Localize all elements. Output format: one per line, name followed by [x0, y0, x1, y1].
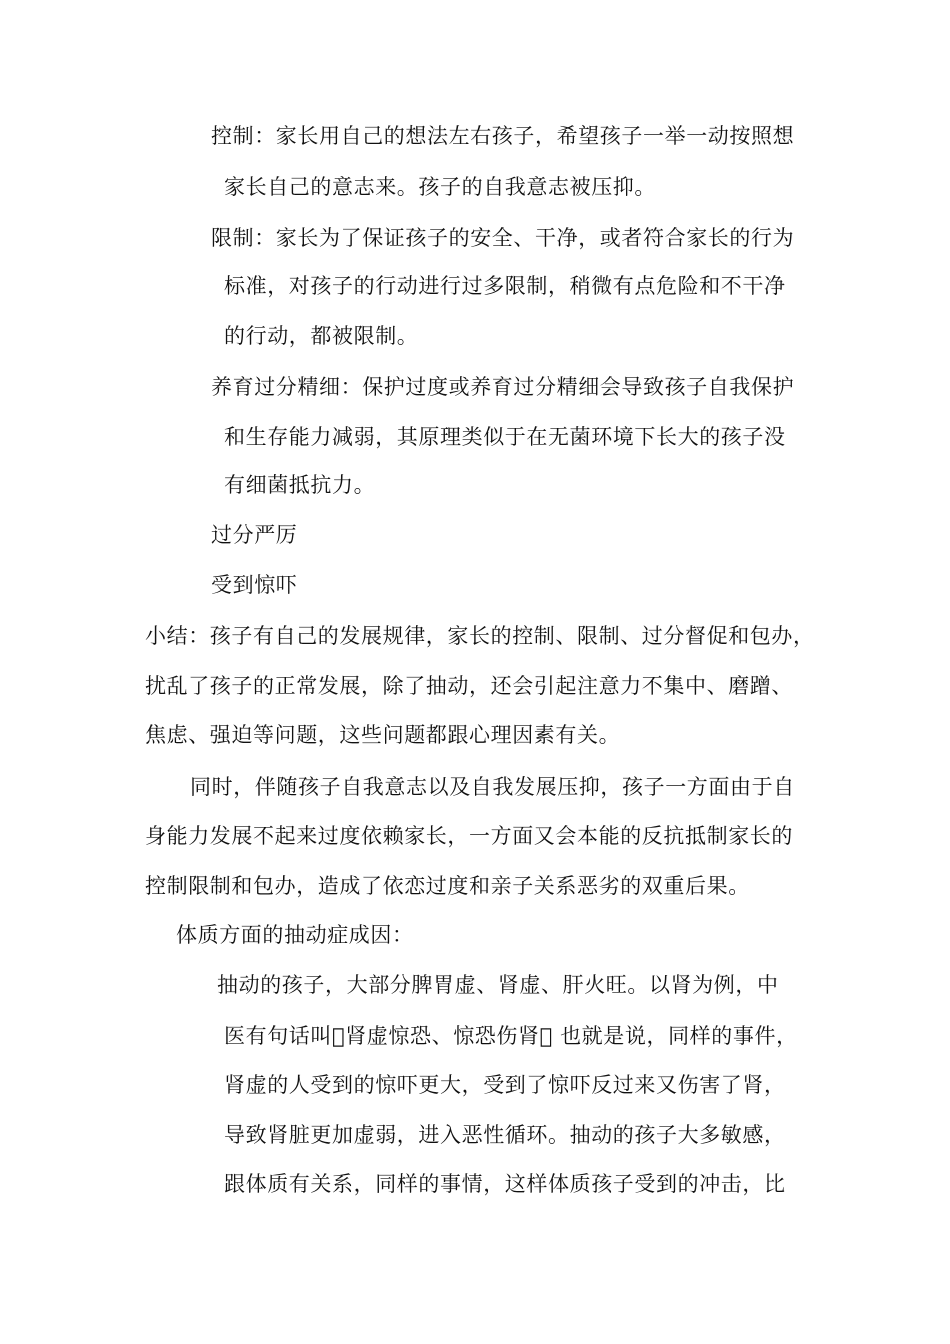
overcare-paragraph-line-1: 养育过分精细：保护过度或养育过分精细会导致孩子自我保护: [211, 375, 795, 399]
restriction-paragraph-line-2: 标准，对孩子的行动进行过多限制，稍微有点危险和不干净: [224, 274, 786, 298]
summary-paragraph-line-3: 焦虑、强迫等问题，这些问题都跟心理因素有关。: [145, 723, 621, 747]
constitution-paragraph-line-4: 导致肾脏更加虚弱，进入恶性循环。抽动的孩子大多敏感，: [224, 1123, 786, 1147]
summary-paragraph-line-2: 扰乱了孩子的正常发展，除了抽动，还会引起注意力不集中、磨蹭、: [145, 674, 793, 698]
item-frightened: 受到惊吓: [211, 573, 298, 597]
control-paragraph-line-2: 家长自己的意志来。孩子的自我意志被压抑。: [224, 175, 656, 199]
control-paragraph-line-1: 控制：家长用自己的想法左右孩子，希望孩子一举一动按照想: [211, 124, 795, 148]
restriction-paragraph-line-3: 的行动，都被限制。: [224, 324, 419, 348]
meanwhile-paragraph-line-2: 身能力发展不起来过度依赖家长，一方面又会本能的反抗抵制家长的: [145, 824, 793, 848]
constitution-paragraph-line-3: 肾虚的人受到的惊吓更大，受到了惊吓反过来又伤害了肾，: [224, 1073, 786, 1097]
meanwhile-paragraph-line-3: 控制限制和包办，造成了依恋过度和亲子关系恶劣的双重后果。: [145, 874, 750, 898]
constitution-paragraph-line-5: 跟体质有关系，同样的事情，这样体质孩子受到的冲击，比: [224, 1172, 786, 1196]
meanwhile-paragraph-line-1: 同时，伴随孩子自我意志以及自我发展压抑，孩子一方面由于自: [190, 775, 795, 799]
item-overly-strict: 过分严厉: [211, 523, 298, 547]
constitution-heading: 体质方面的抽动症成因：: [176, 923, 414, 947]
overcare-paragraph-line-3: 有细菌抵抗力。: [224, 473, 376, 497]
constitution-paragraph-line-2: 医有句话叫 肾虚惊恐、惊恐伤肾  也就是说，同样的事件，: [224, 1024, 798, 1048]
constitution-paragraph-line-1: 抽动的孩子，大部分脾胃虚、肾虚、肝火旺。以肾为例，中: [217, 973, 779, 997]
summary-paragraph-line-1: 小结：孩子有自己的发展规律，家长的控制、限制、过分督促和包办，: [145, 624, 815, 648]
restriction-paragraph-line-1: 限制：家长为了保证孩子的安全、干净，或者符合家长的行为: [211, 226, 795, 250]
overcare-paragraph-line-2: 和生存能力减弱，其原理类似于在无菌环境下长大的孩子没: [224, 425, 786, 449]
